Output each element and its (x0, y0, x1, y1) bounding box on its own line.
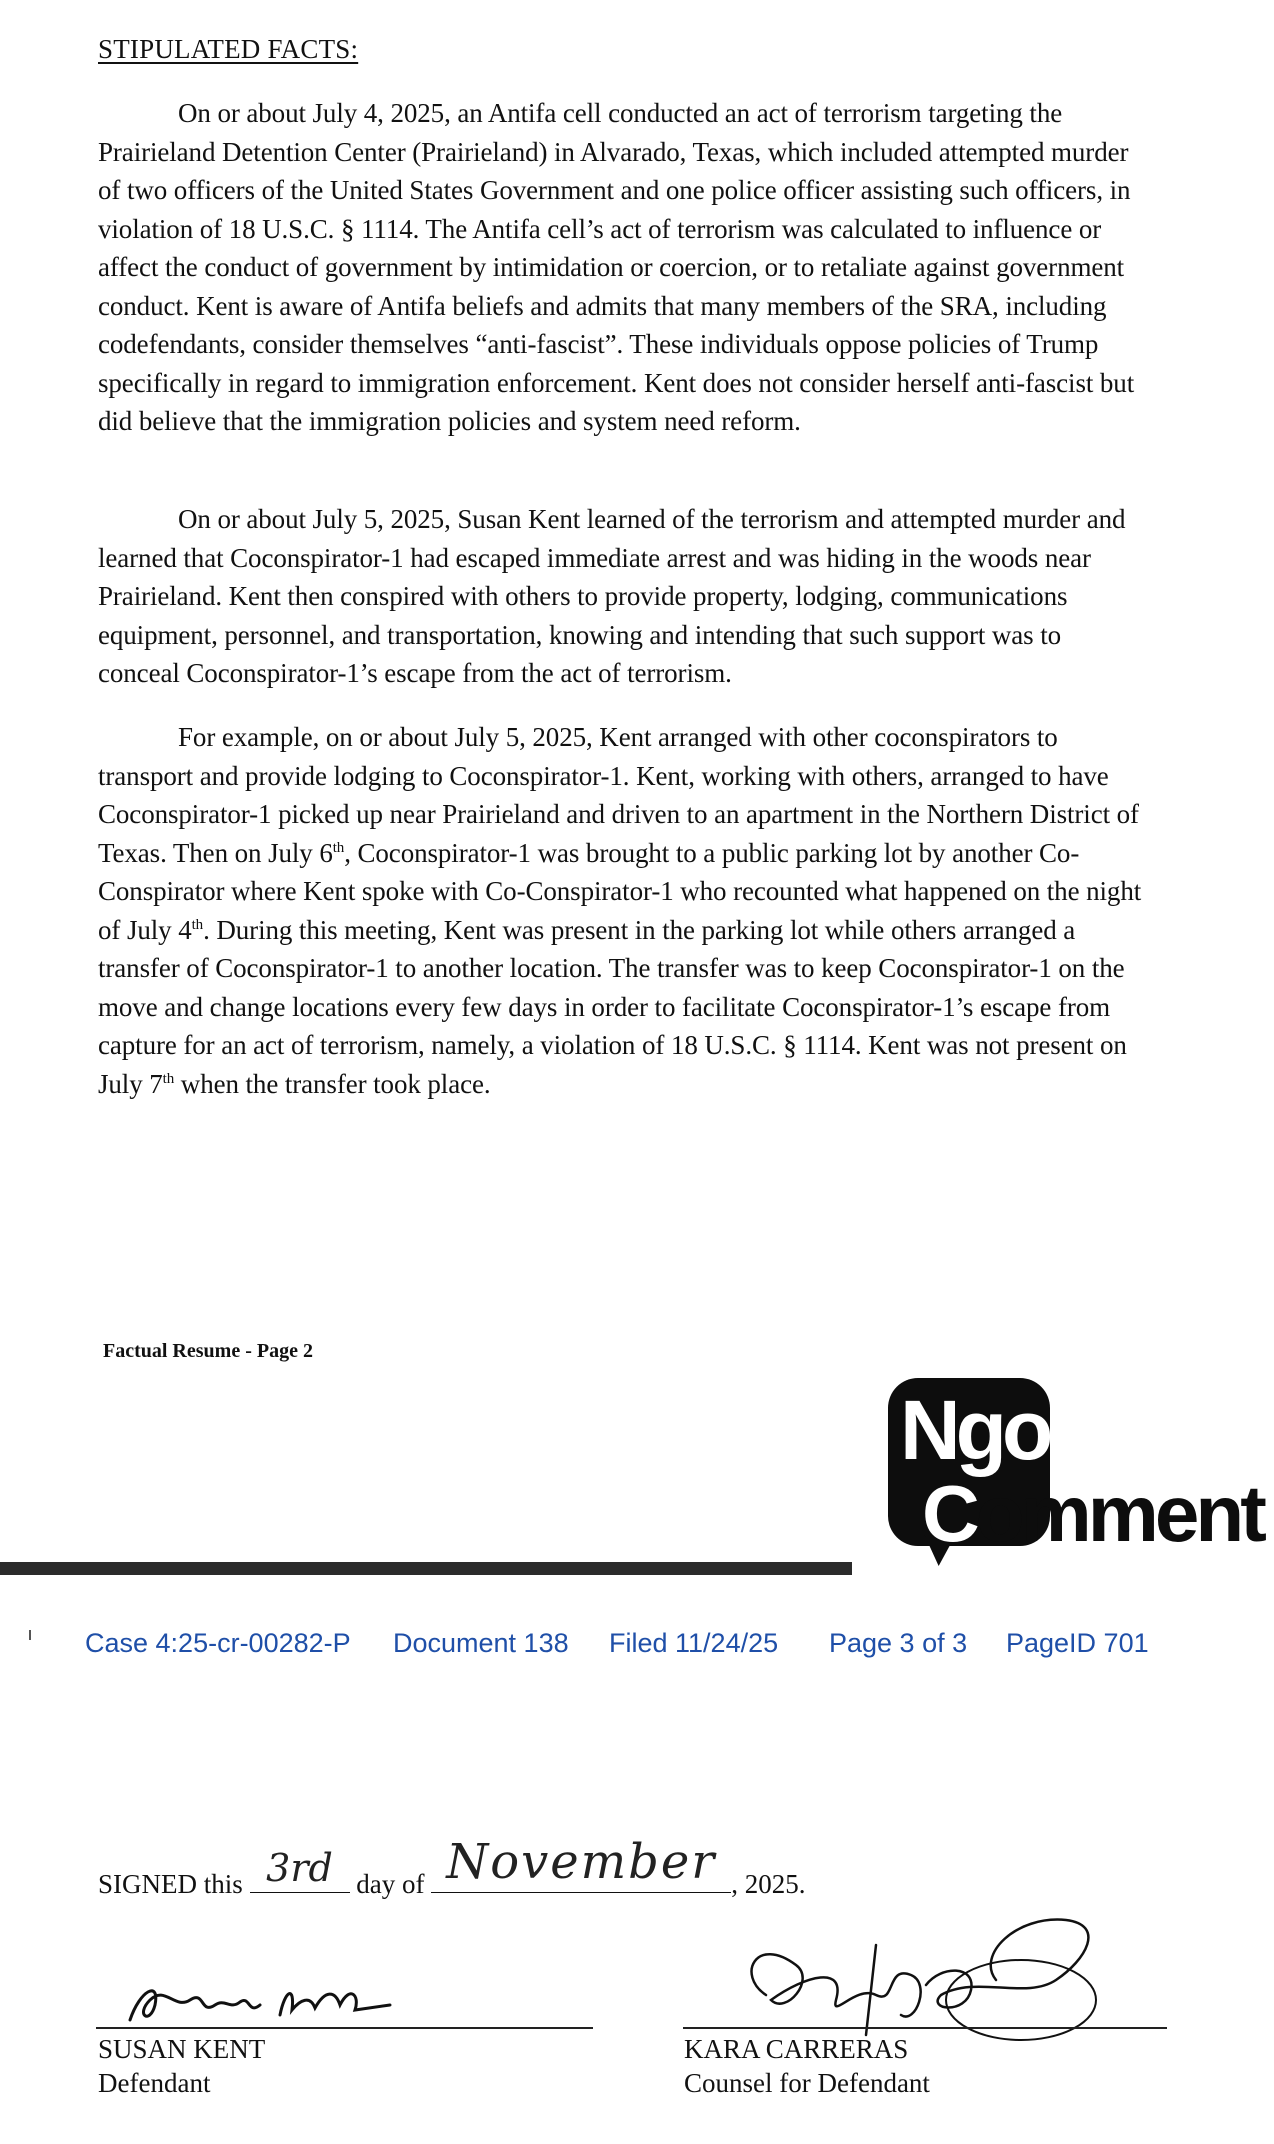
page-count: Page 3 of 3 (829, 1628, 968, 1658)
ordinal-suffix: th (332, 839, 345, 856)
ordinal-suffix: th (191, 916, 204, 933)
filed-date: Filed 11/24/25 (609, 1628, 779, 1658)
section-heading: STIPULATED FACTS: (98, 34, 359, 64)
signature-line-defendant (96, 2027, 593, 2029)
defendant-role: Defendant (98, 2068, 211, 2098)
page-divider (0, 1562, 852, 1575)
paragraph-text: For example, on or about July 5, 2025, Kent arranged with other coconspirators to transport and provide lodging to Coconspirator-1. Kent, working with others, arranged to have Coconspirator-1 picked up near Prairieland and driven to an apartment in the Northern District of Texas. Then on July 6 (98, 722, 1139, 868)
counsel-role: Counsel for Defendant (684, 2068, 930, 2098)
signature-line-counsel (683, 2027, 1167, 2029)
logo-letter-c: C (922, 1469, 976, 1558)
handwritten-day: 3rd (266, 1846, 333, 1890)
handwritten-month: November (446, 1834, 717, 1890)
page-footer-label: Factual Resume - Page 2 (103, 1340, 313, 1362)
counsel-name: KARA CARRERAS (684, 2034, 909, 2064)
paragraph-text: . During this meeting, Kent was present in the parking lot while others arranged a transfer of Coconspirator-1 to another location. The transfer was to keep Coconspirator-1 on the move and change locations every few days in order to facilitate Coconspirator-1’s escape from capture for an act of terrorism, namely, a violation of 18 U.S.C. § 1114. Kent was not present on July 7 (98, 914, 1127, 1099)
paragraph-july-5: On or about July 5, 2025, Susan Kent learned of the terrorism and attempted murder and learned that Coconspirator-1 had escaped immediate arrest and was hiding in the woods near Prairieland. Kent then conspired with others to provide property, lodging, communications equipment, personnel, and transportation, knowing and intending that such support was to conceal Coconspirator-1’s escape from the act of terrorism. (98, 504, 1126, 688)
day-blank (250, 1846, 350, 1893)
signed-date-line (98, 1834, 806, 1900)
paragraph-text: when the transfer took place. (174, 1068, 491, 1099)
day-of-label: day of (356, 1869, 425, 1899)
case-header (0, 1628, 1274, 1668)
counsel-signature-block (684, 2032, 930, 2100)
ngo-comment-logo (888, 1370, 1274, 1570)
case-number: Case 4:25-cr-00282-P (85, 1628, 351, 1658)
page-id: PageID 701 (1006, 1628, 1149, 1658)
logo-word-comment (922, 1466, 1263, 1562)
paragraph-july-4: On or about July 4, 2025, an Antifa cell conducted an act of terrorism targeting the Prairieland Detention Center (Prairieland) in Alvarado, Texas, which included attempted murder of two officers of the United States Government and one police officer assisting such officers, in violation of 18 U.S.C. § 1114. The Antifa cell’s act of terrorism was calculated to influence or affect the conduct of government by intimidation or coercion, or to retaliate against government conduct. Kent is aware of Antifa beliefs and admits that many members of the SRA, including codefendants, consider themselves “anti-fascist”. These individuals oppose policies of Trump specifically in regard to immigration enforcement. Kent does not consider herself anti-fascist but did believe that the immigration policies and system need reform. (98, 98, 1135, 436)
month-blank (431, 1834, 731, 1893)
year-suffix: , 2025. (731, 1869, 806, 1899)
logo-word-ngo: Ngo (900, 1383, 1049, 1477)
defendant-signature-block (98, 2032, 265, 2100)
defendant-name: SUSAN KENT (98, 2034, 266, 2064)
ordinal-suffix: th (162, 1070, 175, 1087)
paragraph-example (98, 718, 1143, 1103)
signed-prefix: SIGNED this (98, 1869, 243, 1899)
logo-word-rest: omment (975, 1469, 1263, 1558)
paragraph-text: , Coconspirator-1 was brought to a public parking lot by another Co-Conspirator where Kent spoke with Co-Conspirator-1 who recounted what happened on the night of July 4 (98, 837, 1142, 945)
signature-susan-kent (120, 1960, 400, 2035)
document-number: Document 138 (393, 1628, 569, 1658)
